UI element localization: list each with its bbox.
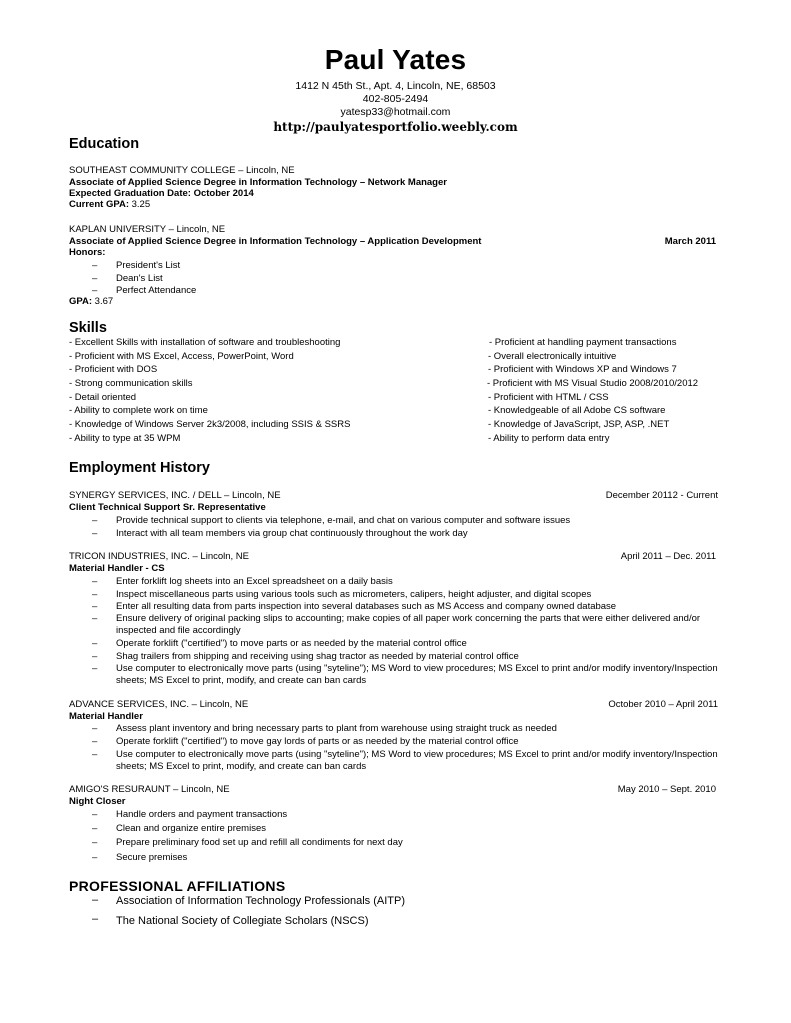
company-name: TRICON INDUSTRIES, INC. – Lincoln, NE: [69, 551, 250, 562]
address: 1412 N 45th St., Apt. 4, Lincoln, NE, 68503: [295, 80, 496, 92]
skill-item: - Overall electronically intuitive: [488, 351, 617, 362]
bullet-dash: –: [92, 651, 98, 662]
company-name: ADVANCE SERVICES, INC. – Lincoln, NE: [69, 699, 249, 710]
affiliation-item: The National Society of Collegiate Scholars (NSCS): [116, 915, 369, 927]
skill-item: - Proficient at handling payment transactions: [489, 337, 677, 348]
gpa-line: [69, 199, 150, 211]
honor-item: Dean's List: [116, 273, 163, 284]
job-bullet: Prepare preliminary food set up and refill all condiments for next day: [116, 837, 403, 848]
bullet-dash: –: [92, 663, 98, 674]
degree: Associate of Applied Science Degree in Information Technology – Application Development: [69, 236, 482, 247]
job-bullet: Clean and organize entire premises: [116, 823, 266, 834]
education-heading: Education: [69, 136, 140, 152]
job-title: Client Technical Support Sr. Representative: [69, 502, 266, 513]
resume-name: Paul Yates: [324, 44, 467, 75]
employment-heading: Employment History: [69, 460, 210, 476]
school-name: SOUTHEAST COMMUNITY COLLEGE – Lincoln, NE: [69, 165, 295, 176]
job-bullet: Use computer to electronically move parts (using "syteline"); MS Word to view procedures; MS Excel to print and/or modify inventory/Inspection sheets; MS Excel to print, modify, and create can ban cards: [116, 663, 718, 686]
job-bullet: Operate forklift ("certified") to move gay lords of parts or as needed by the material control office: [116, 736, 519, 747]
school-name: KAPLAN UNIVERSITY – Lincoln, NE: [69, 224, 226, 235]
job-bullet: Provide technical support to clients via telephone, e-mail, and chat on various computer and software issues: [116, 515, 571, 526]
skill-item: - Knowledgeable of all Adobe CS software: [488, 405, 666, 416]
gpa-value: 3.67: [92, 296, 114, 307]
skill-item: - Proficient with MS Excel, Access, PowerPoint, Word: [69, 351, 294, 362]
gpa-label: Current GPA:: [69, 199, 129, 210]
skill-item: - Proficient with HTML / CSS: [488, 392, 609, 403]
honors-label: Honors:: [69, 247, 106, 258]
gpa-line: [69, 296, 113, 308]
job-bullet: Ensure delivery of original packing slips to accounting; make copies of all paper work concerning the parts that were either delivered and/or inspected and file accordingly: [116, 613, 701, 636]
skill-item: - Detail oriented: [69, 392, 137, 403]
job-title: Material Handler - CS: [69, 563, 165, 574]
phone: 402-805-2494: [362, 93, 429, 105]
job-bullet: Enter forklift log sheets into an Excel spreadsheet on a daily basis: [116, 576, 393, 587]
gpa-value: 3.25: [129, 199, 151, 210]
job-dates: October 2010 – April 2011: [608, 699, 718, 710]
graduation-date: Expected Graduation Date: October 2014: [69, 188, 254, 199]
bullet-dash: –: [92, 613, 98, 624]
skill-item: - Ability to perform data entry: [488, 433, 610, 444]
bullet-dash: –: [92, 837, 98, 848]
bullet-dash: –: [92, 589, 98, 600]
bullet-dash: –: [92, 809, 98, 820]
job-bullet: Shag trailers from shipping and receiving using shag tractor as needed by material control office: [116, 651, 519, 662]
honor-item: President's List: [116, 260, 181, 271]
skills-heading: Skills: [69, 320, 107, 336]
job-bullet: Assess plant inventory and bring necessary parts to plant from warehouse using straight truck as needed: [116, 723, 557, 734]
job-bullet: Enter all resulting data from parts inspection into several databases such as MS Access and company owned database: [116, 601, 617, 612]
job-title: Material Handler: [69, 711, 143, 722]
skill-item: - Knowledge of Windows Server 2k3/2008, including SSIS & SSRS: [69, 419, 351, 430]
bullet-dash: –: [92, 749, 98, 760]
gpa-label: GPA:: [69, 296, 93, 307]
job-bullet: Secure premises: [116, 852, 188, 863]
skill-item: - Proficient with Windows XP and Windows 7: [488, 364, 677, 375]
bullet-dash: –: [92, 852, 98, 863]
bullet-dash: –: [92, 260, 98, 271]
skill-item: - Strong communication skills: [69, 378, 193, 389]
skill-item: - Proficient with MS Visual Studio 2008/2010/2012: [487, 378, 699, 389]
bullet-dash: –: [92, 823, 98, 834]
bullet-dash: –: [92, 913, 99, 925]
job-dates: April 2011 – Dec. 2011: [620, 551, 716, 562]
company-name: SYNERGY SERVICES, INC. / DELL – Lincoln, NE: [69, 490, 281, 501]
degree-date: March 2011: [664, 236, 716, 247]
job-bullet: Handle orders and payment transactions: [116, 809, 288, 820]
bullet-dash: –: [92, 638, 98, 649]
job-title: Night Closer: [69, 796, 126, 807]
bullet-dash: –: [92, 285, 98, 296]
affiliation-item: Association of Information Technology Professionals (AITP): [116, 895, 405, 907]
job-bullet: Operate forklift ("certified") to move parts or as needed by the material control office: [116, 638, 467, 649]
bullet-dash: –: [92, 736, 98, 747]
job-bullet: Interact with all team members via group chat continuously throughout the work day: [116, 528, 468, 539]
job-bullet: Inspect miscellaneous parts using various tools such as micrometers, calipers, height adjuster, and digital scopes: [116, 589, 592, 600]
portfolio-link[interactable]: http://paulyatesportfolio.weebly.com: [273, 120, 518, 134]
honor-item: Perfect Attendance: [116, 285, 197, 296]
bullet-dash: –: [92, 273, 98, 284]
bullet-dash: –: [92, 576, 98, 587]
skill-item: - Proficient with DOS: [69, 364, 158, 375]
affiliations-heading: PROFESSIONAL AFFILIATIONS: [69, 878, 286, 894]
job-dates: May 2010 – Sept. 2010: [617, 784, 716, 795]
skill-item: - Ability to type at 35 WPM: [69, 433, 181, 444]
company-name: AMIGO'S RESURAUNT – Lincoln, NE: [69, 784, 230, 795]
bullet-dash: –: [92, 894, 99, 906]
skill-item: - Knowledge of JavaScript, JSP, ASP, .NET: [488, 419, 670, 430]
skill-item: - Excellent Skills with installation of software and troubleshooting: [69, 337, 341, 348]
bullet-dash: –: [92, 528, 98, 539]
email: yatesp33@hotmail.com: [340, 106, 451, 118]
bullet-dash: –: [92, 515, 98, 526]
bullet-dash: –: [92, 723, 98, 734]
job-bullet: Use computer to electronically move parts (using "syteline"); MS Word to view procedures; MS Excel to print and/or modify inventory/Inspection sheets; MS Excel to print, modify, and create can ban cards: [116, 749, 718, 772]
job-dates: December 20112 - Current: [605, 490, 718, 501]
bullet-dash: –: [92, 601, 98, 612]
skill-item: - Ability to complete work on time: [69, 405, 208, 416]
degree: Associate of Applied Science Degree in Information Technology – Network Manager: [69, 177, 447, 188]
